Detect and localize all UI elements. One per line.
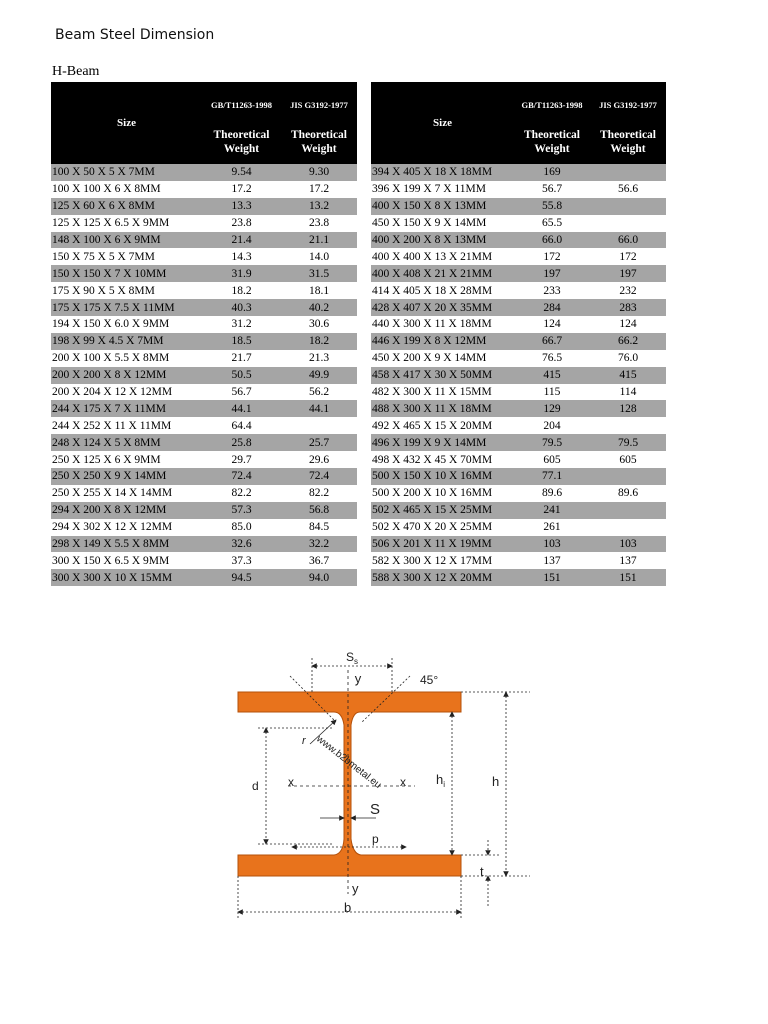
jis-weight-cell <box>590 417 666 434</box>
size-cell: 150 X 75 X 5 X 7MM <box>52 250 155 263</box>
size-header: Size <box>371 82 514 164</box>
label-x-left: x <box>288 775 294 789</box>
label-hi: h <box>436 772 444 787</box>
table-row <box>371 164 666 181</box>
gb-weight-cell: 31.2 <box>231 318 252 331</box>
table-row <box>51 552 357 569</box>
jis-weight-cell: 128 <box>590 400 666 417</box>
table-row <box>51 519 357 536</box>
gb-weight-cell: 40.3 <box>202 299 281 316</box>
label-d: d <box>252 779 259 793</box>
size-cell: 396 X 199 X 7 X 11MM <box>372 183 486 196</box>
table-row <box>371 367 666 384</box>
std-gb-header: GB/T11263-1998 <box>514 82 590 128</box>
size-cell: 294 X 302 X 12 X 12MM <box>52 521 173 534</box>
gb-weight-cell: 137 <box>543 554 561 567</box>
size-cell: 148 X 100 X 6 X 9MM <box>51 232 202 249</box>
size-cell: 440 X 300 X 11 X 18MM <box>372 318 492 331</box>
table-row <box>371 333 666 350</box>
label-r: r <box>302 735 306 747</box>
std-gb-header: GB/T11263-1998 <box>202 82 281 128</box>
table-body <box>51 164 357 586</box>
table-row <box>371 299 666 316</box>
size-cell: 500 X 150 X 10 X 16MM <box>371 468 514 485</box>
gb-weight-cell: 169 <box>514 164 590 181</box>
table-row <box>51 164 357 181</box>
table-row <box>371 434 666 451</box>
table-row <box>51 468 357 485</box>
size-cell: 394 X 405 X 18 X 18MM <box>371 164 514 181</box>
gb-weight-cell: 37.3 <box>231 554 252 567</box>
gb-weight-cell: 415 <box>514 367 590 384</box>
gb-weight-cell: 21.7 <box>231 352 252 365</box>
table-body <box>371 164 666 586</box>
table-row <box>51 299 357 316</box>
size-cell: 502 X 470 X 20 X 25MM <box>372 521 493 534</box>
h-beam-table-left <box>51 82 357 586</box>
jis-weight-cell: 18.2 <box>281 333 357 350</box>
gb-weight-cell: 23.8 <box>231 217 252 230</box>
gb-weight-cell: 284 <box>514 299 590 316</box>
size-cell: 244 X 252 X 11 X 11MM <box>52 419 172 432</box>
table-row <box>371 552 666 569</box>
jis-weight-cell <box>590 468 666 485</box>
section-title: H-Beam <box>52 64 100 79</box>
size-cell: 492 X 465 X 15 X 20MM <box>372 419 493 432</box>
jis-weight-cell: 29.6 <box>308 453 330 466</box>
table-row <box>371 536 666 553</box>
size-cell: 502 X 465 X 15 X 25MM <box>371 502 514 519</box>
jis-weight-cell: 14.0 <box>308 250 330 263</box>
jis-weight-cell: 18.1 <box>308 284 330 297</box>
gb-weight-cell: 56.7 <box>231 386 252 399</box>
weight-header-jis: Theoretical Weight <box>281 128 357 164</box>
gb-weight-cell: 85.0 <box>231 521 252 534</box>
jis-weight-cell: 197 <box>590 265 666 282</box>
table-row <box>51 434 357 451</box>
gb-weight-cell: 65.5 <box>541 217 563 230</box>
size-cell: 298 X 149 X 5.5 X 8MM <box>51 536 202 553</box>
jis-weight-cell: 89.6 <box>617 487 639 500</box>
jis-weight-cell <box>590 198 666 215</box>
size-cell: 500 X 200 X 10 X 16MM <box>372 487 493 500</box>
weight-header-jis: Theoretical Weight <box>590 128 666 164</box>
size-cell: 194 X 150 X 6.0 X 9MM <box>52 318 170 331</box>
size-cell: 450 X 200 X 9 X 14MM <box>372 352 487 365</box>
size-cell: 582 X 300 X 12 X 17MM <box>372 554 493 567</box>
size-cell: 588 X 300 X 12 X 20MM <box>371 569 514 586</box>
gb-weight-cell: 82.2 <box>231 487 252 500</box>
table-row <box>51 181 357 198</box>
size-cell: 450 X 150 X 9 X 14MM <box>372 217 487 230</box>
jis-weight-cell <box>590 164 666 181</box>
label-angle: 45° <box>420 673 439 687</box>
size-cell: 200 X 100 X 5.5 X 8MM <box>52 352 170 365</box>
gb-weight-cell: 18.2 <box>231 284 252 297</box>
gb-weight-cell: 79.5 <box>514 434 590 451</box>
table-row <box>371 282 666 299</box>
size-cell: 488 X 300 X 11 X 18MM <box>371 400 514 417</box>
gb-weight-cell: 172 <box>543 250 561 263</box>
size-cell: 200 X 204 X 12 X 12MM <box>52 386 173 399</box>
table-row <box>371 181 666 198</box>
table-row <box>51 400 357 417</box>
jis-weight-cell: 137 <box>619 554 637 567</box>
jis-weight-cell: 94.0 <box>281 569 357 586</box>
size-cell: 496 X 199 X 9 X 14MM <box>371 434 514 451</box>
gb-weight-cell: 29.7 <box>231 453 252 466</box>
size-cell: 250 X 250 X 9 X 14MM <box>51 468 202 485</box>
table-row <box>51 316 357 333</box>
jis-weight-cell: 32.2 <box>281 536 357 553</box>
table-row <box>371 384 666 401</box>
gb-weight-cell: 89.6 <box>541 487 563 500</box>
jis-weight-cell: 124 <box>619 318 637 331</box>
table-row <box>371 485 666 502</box>
gb-weight-cell: 13.3 <box>202 198 281 215</box>
size-cell: 400 X 150 X 8 X 13MM <box>371 198 514 215</box>
jis-weight-cell <box>590 215 666 232</box>
jis-weight-cell: 76.0 <box>617 352 639 365</box>
jis-weight-cell: 72.4 <box>281 468 357 485</box>
table-row <box>371 468 666 485</box>
size-cell: 498 X 432 X 45 X 70MM <box>372 453 493 466</box>
gb-weight-cell: 151 <box>514 569 590 586</box>
size-cell: 400 X 408 X 21 X 21MM <box>371 265 514 282</box>
size-cell: 414 X 405 X 18 X 28MM <box>372 284 493 297</box>
gb-weight-cell: 50.5 <box>202 367 281 384</box>
jis-weight-cell: 56.6 <box>617 183 639 196</box>
jis-weight-cell: 232 <box>619 284 637 297</box>
size-cell: 300 X 300 X 10 X 15MM <box>51 569 202 586</box>
jis-weight-cell: 66.2 <box>590 333 666 350</box>
svg-text:Ss <box>346 650 358 666</box>
table-row <box>51 384 357 401</box>
jis-weight-cell: 30.6 <box>308 318 330 331</box>
gb-weight-cell: 55.8 <box>514 198 590 215</box>
gb-weight-cell: 124 <box>543 318 561 331</box>
table-row <box>51 367 357 384</box>
label-ss: S <box>345 650 355 664</box>
gb-weight-cell: 72.4 <box>202 468 281 485</box>
gb-weight-cell: 66.7 <box>514 333 590 350</box>
jis-weight-cell: 13.2 <box>281 198 357 215</box>
jis-weight-cell: 23.8 <box>308 217 330 230</box>
size-cell: 506 X 201 X 11 X 19MM <box>371 536 514 553</box>
gb-weight-cell: 605 <box>543 453 561 466</box>
label-y-bottom: y <box>352 881 359 896</box>
size-cell: 100 X 100 X 6 X 8MM <box>52 183 161 196</box>
label-p: p <box>372 832 379 846</box>
table-row <box>371 451 666 468</box>
table-row <box>371 502 666 519</box>
size-cell: 482 X 300 X 11 X 15MM <box>372 386 492 399</box>
size-cell: 400 X 400 X 13 X 21MM <box>372 250 493 263</box>
document-title: Beam Steel Dimension <box>55 27 215 43</box>
size-cell: 248 X 124 X 5 X 8MM <box>51 434 202 451</box>
jis-weight-cell: 151 <box>590 569 666 586</box>
table-row <box>371 400 666 417</box>
label-x-right: x <box>400 775 406 789</box>
jis-weight-cell: 40.2 <box>281 299 357 316</box>
jis-weight-cell: 36.7 <box>308 554 330 567</box>
jis-weight-cell <box>281 417 357 434</box>
gb-weight-cell: 197 <box>514 265 590 282</box>
jis-weight-cell: 31.5 <box>281 265 357 282</box>
gb-weight-cell: 115 <box>543 386 561 399</box>
table-row <box>371 265 666 282</box>
size-cell: 125 X 125 X 6.5 X 9MM <box>52 217 170 230</box>
beam-cross-section <box>238 692 461 876</box>
gb-weight-cell: 129 <box>514 400 590 417</box>
h-beam-section-diagram <box>230 648 540 928</box>
gb-weight-cell: 103 <box>514 536 590 553</box>
table-row <box>51 232 357 249</box>
jis-weight-cell: 66.0 <box>590 232 666 249</box>
table-row <box>371 569 666 586</box>
jis-weight-cell: 25.7 <box>281 434 357 451</box>
std-jis-header: JIS G3192-1977 <box>590 82 666 128</box>
jis-weight-cell: 49.9 <box>281 367 357 384</box>
jis-weight-cell: 114 <box>619 386 637 399</box>
table-row <box>51 215 357 232</box>
table-row <box>51 417 357 434</box>
table-row <box>51 536 357 553</box>
jis-weight-cell: 415 <box>590 367 666 384</box>
gb-weight-cell: 56.7 <box>541 183 563 196</box>
jis-weight-cell: 103 <box>590 536 666 553</box>
table-row <box>51 265 357 282</box>
size-header: Size <box>51 82 202 164</box>
label-h: h <box>492 774 500 789</box>
jis-weight-cell <box>590 519 666 536</box>
gb-weight-cell: 57.3 <box>202 502 281 519</box>
jis-weight-cell: 21.3 <box>308 352 330 365</box>
table-row <box>371 519 666 536</box>
size-cell: 175 X 90 X 5 X 8MM <box>52 284 155 297</box>
std-jis-header: JIS G3192-1977 <box>281 82 357 128</box>
gb-weight-cell: 21.4 <box>202 232 281 249</box>
size-cell: 100 X 50 X 5 X 7MM <box>51 164 202 181</box>
table-row <box>51 485 357 502</box>
size-cell: 244 X 175 X 7 X 11MM <box>51 400 202 417</box>
table-row <box>371 316 666 333</box>
size-cell: 300 X 150 X 6.5 X 9MM <box>52 554 170 567</box>
weight-header-gb: Theoretical Weight <box>202 128 281 164</box>
table-row <box>371 248 666 265</box>
jis-weight-cell: 82.2 <box>308 487 330 500</box>
size-cell: 458 X 417 X 30 X 50MM <box>371 367 514 384</box>
gb-weight-cell: 204 <box>543 419 561 432</box>
jis-weight-cell: 605 <box>619 453 637 466</box>
jis-weight-cell: 17.2 <box>308 183 330 196</box>
h-beam-table-right <box>371 82 666 586</box>
table-row <box>371 417 666 434</box>
table-row <box>371 198 666 215</box>
gb-weight-cell: 76.5 <box>541 352 563 365</box>
gb-weight-cell: 31.9 <box>202 265 281 282</box>
table-row <box>51 451 357 468</box>
table-row <box>371 350 666 367</box>
size-cell: 175 X 175 X 7.5 X 11MM <box>51 299 202 316</box>
jis-weight-cell: 79.5 <box>590 434 666 451</box>
table-row <box>51 198 357 215</box>
gb-weight-cell: 66.0 <box>514 232 590 249</box>
table-row <box>51 569 357 586</box>
jis-weight-cell <box>590 502 666 519</box>
size-cell: 250 X 125 X 6 X 9MM <box>52 453 161 466</box>
jis-weight-cell: 84.5 <box>308 521 330 534</box>
gb-weight-cell: 18.5 <box>202 333 281 350</box>
jis-weight-cell: 9.30 <box>281 164 357 181</box>
size-cell: 125 X 60 X 6 X 8MM <box>51 198 202 215</box>
size-cell: 400 X 200 X 8 X 13MM <box>371 232 514 249</box>
jis-weight-cell: 56.2 <box>308 386 330 399</box>
gb-weight-cell: 25.8 <box>202 434 281 451</box>
jis-weight-cell: 172 <box>619 250 637 263</box>
svg-text:hi <box>436 772 445 789</box>
table-row <box>371 215 666 232</box>
jis-weight-cell: 44.1 <box>281 400 357 417</box>
gb-weight-cell: 241 <box>514 502 590 519</box>
gb-weight-cell: 77.1 <box>514 468 590 485</box>
jis-weight-cell: 283 <box>590 299 666 316</box>
gb-weight-cell: 64.4 <box>231 419 252 432</box>
table-row <box>371 232 666 249</box>
weight-header-gb: Theoretical Weight <box>514 128 590 164</box>
size-cell: 150 X 150 X 7 X 10MM <box>51 265 202 282</box>
size-cell: 428 X 407 X 20 X 35MM <box>371 299 514 316</box>
label-hi-sub: i <box>443 780 446 789</box>
jis-weight-cell: 56.8 <box>281 502 357 519</box>
table-row <box>51 350 357 367</box>
size-cell: 446 X 199 X 8 X 12MM <box>371 333 514 350</box>
label-t: t <box>480 864 484 879</box>
table-row <box>51 502 357 519</box>
gb-weight-cell: 9.54 <box>202 164 281 181</box>
label-s: S <box>370 801 381 818</box>
gb-weight-cell: 14.3 <box>231 250 252 263</box>
jis-weight-cell: 21.1 <box>281 232 357 249</box>
table-row <box>51 333 357 350</box>
watermark-text: www.b2bmetal.eu <box>314 733 384 791</box>
label-ss-sub: s <box>354 657 359 666</box>
size-cell: 250 X 255 X 14 X 14MM <box>52 487 173 500</box>
label-b: b <box>344 900 352 915</box>
gb-weight-cell: 261 <box>543 521 561 534</box>
gb-weight-cell: 233 <box>543 284 561 297</box>
table-row <box>51 248 357 265</box>
gb-weight-cell: 32.6 <box>202 536 281 553</box>
gb-weight-cell: 94.5 <box>202 569 281 586</box>
size-cell: 294 X 200 X 8 X 12MM <box>51 502 202 519</box>
gb-weight-cell: 17.2 <box>231 183 252 196</box>
label-y-top: y <box>354 671 362 686</box>
size-cell: 198 X 99 X 4.5 X 7MM <box>51 333 202 350</box>
gb-weight-cell: 44.1 <box>202 400 281 417</box>
size-cell: 200 X 200 X 8 X 12MM <box>51 367 202 384</box>
table-row <box>51 282 357 299</box>
